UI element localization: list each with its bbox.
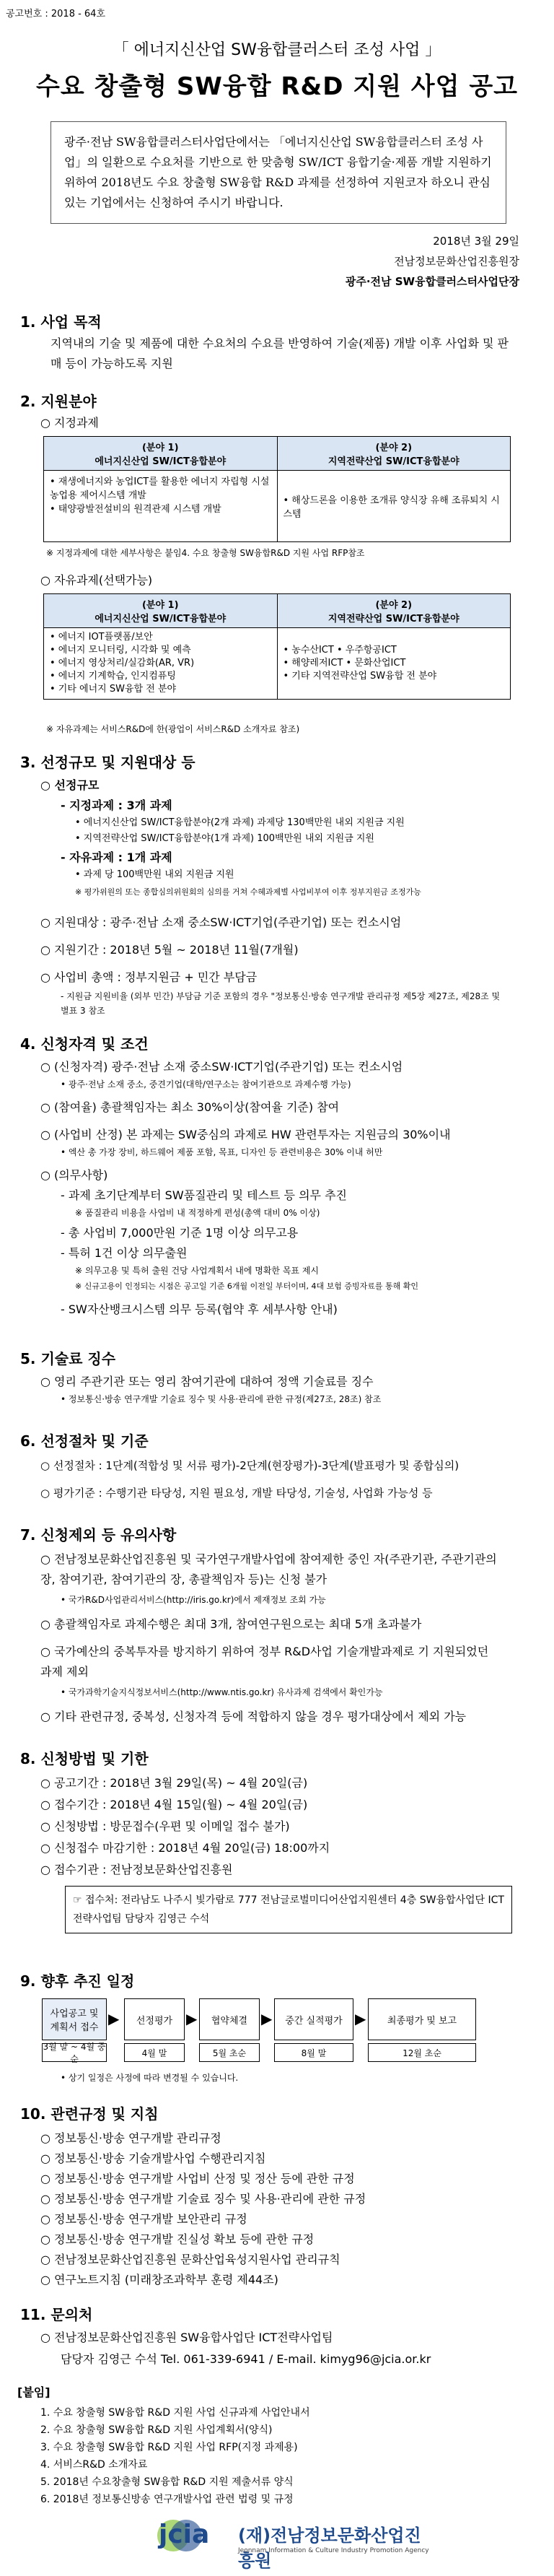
agency-logo — [130, 2504, 433, 2569]
free-cell-2: • 농수산ICT • 우주항공ICT • 해양레저ICT • 문화산업ICT • 기타 지역전략산업 SW융합 전 분야 — [277, 628, 511, 700]
schedule-time: 4월 말 — [124, 2043, 185, 2062]
schedule-step: 선정평가 — [124, 1998, 185, 2040]
schedule-time: 3월 말 ~ 4월 중순 — [43, 2042, 106, 2064]
schedule-time: 8월 말 — [274, 2043, 353, 2062]
schedule-step: 협약체결 — [199, 1998, 260, 2040]
section-8-title: 8. 신청방법 및 기한 — [20, 1750, 149, 1767]
fixed-note: ※ 지정과제에 대한 세부사항은 붙임4. 수요 창출형 SW융합R&D 지원 사업 RFP참조 — [46, 548, 365, 558]
obligation-note-2: ※ 신규고용이 인정되는 시점은 공고일 기준 6개월 이전일 부터이며, 4대 보험 증빙자료를 통해 확인 — [75, 1282, 418, 1291]
free-budget: • 과제 당 100백만원 내외 지원금 지원 — [75, 869, 234, 880]
fixed-header-1: (분야 1) 에너지신산업 SW/ICT융합분야 — [44, 437, 278, 471]
exclusion-1: ○ 전남정보문화산업진흥원 및 국가연구개발사업에 참여제한 중인 자(주관기관, 주관기관의 장, 참여기관, 참여기관의 장, 총괄책임자 등)는 신청 불가 — [40, 1552, 497, 1586]
regulation-item: ○ 정보통신·방송 기술개발사업 수행관리지침 — [40, 2151, 266, 2165]
section-7-title: 7. 신청제외 등 유의사항 — [20, 1526, 177, 1544]
section-6-title: 6. 선정절차 및 기준 — [20, 1432, 149, 1450]
arrow-right-icon: ▶ — [186, 2010, 198, 2027]
schedule-step: 사업공고 및 계획서 접수 — [42, 1998, 107, 2040]
intro-text: 광주·전남 SW융합클러스터사업단에서는 「에너지신산업 SW융합클러스터 조성 사업」의 일환으로 수요처를 기반으로 한 맞춤형 SW/ICT 융합기술·제품 개발 지원하기 위하여 2018년도 수요 창출형 SW융합 R&D 과제를 선정하여 지원코자 하오니 관심 있는 기업에서는 신청하여 주시기 바랍니다. — [64, 135, 492, 209]
schedule-note: • 상기 일정은 사정에 따라 변경될 수 있습니다. — [61, 2073, 239, 2083]
attachment-item: 3. 수요 창출형 SW융합 R&D 지원 사업 RFP(지정 과제용) — [40, 2442, 298, 2453]
budget-note: ※ 평가위원의 또는 종합심의위원회의 심의를 거쳐 수혜과제별 사업비부여 이후 정부지원금 조정가능 — [75, 887, 421, 897]
deadline: ○ 신청접수 마감기한 : 2018년 4월 20일(금) 18:00까지 — [40, 1841, 330, 1855]
regulation-item: ○ 전남정보문화산업진흥원 문화산업육성지원사업 관리규칙 — [40, 2253, 340, 2266]
fixed-cell-2: • 해상드론을 이용한 조개류 양식장 유해 조류퇴치 시스템 — [277, 471, 511, 542]
attachment-item: 2. 수요 창출형 SW융합 R&D 지원 사업계획서(양식) — [40, 2424, 273, 2436]
selection-process: ○ 선정절차 : 1단계(적합성 및 서류 평가)-2단계(현장평가)-3단계(발표평가 및 종합심의) — [40, 1459, 460, 1472]
obligations: ○ (의무사항) — [40, 1168, 108, 1182]
section-1-body: 지역내의 기술 및 제품에 대한 수요처의 수요를 반영하여 기술(제품) 개발 이후 사업화 및 판매 등이 가능하도록 지원 — [50, 336, 509, 370]
section-11-title: 11. 문의처 — [20, 2306, 93, 2323]
section-5-title: 5. 기술료 징수 — [20, 1350, 116, 1367]
regulation-item: ○ 정보통신·방송 연구개발 보안관리 규정 — [40, 2212, 247, 2226]
issuer-2: 광주·전남 SW융합클러스터사업단장 — [345, 275, 519, 288]
logo-eng: Jeonnam Information & Culture Industry Promotion Agency — [238, 2547, 429, 2554]
address-text: ☞ 접수처: 전라남도 나주시 빛가람로 777 전남글로벌미디어산업지원센터 4층 SW융합사업단 ICT전략사업팀 담당자 김영근 수석 — [73, 1894, 504, 1925]
royalty-note: • 정보통신·방송 연구개발 기술료 징수 및 사용·관리에 관한 규정(제27조, 28조) 참조 — [61, 1394, 382, 1404]
intro-box — [50, 121, 506, 224]
receiving-org: ○ 접수기관 : 전남정보문화산업진흥원 — [40, 1863, 233, 1876]
obligation-patent: - 특허 1건 이상 의무출원 — [61, 1246, 188, 1260]
eligibility: ○ (신청자격) 광주·전남 소재 중소SW·ICT기업(주관기업) 또는 컨소시엄 — [40, 1060, 403, 1074]
fixed-count: - 지정과제 : 3개 과제 — [61, 799, 172, 812]
regulation-item: ○ 정보통신·방송 연구개발 진실성 확보 등에 관한 규정 — [40, 2232, 315, 2246]
fixed-header-2: (분야 2) 지역전략산업 SW/ICT융합분야 — [277, 437, 511, 471]
royalty: ○ 영리 주관기관 또는 영리 참여기관에 대하여 정액 기술료를 징수 — [40, 1375, 374, 1388]
exclusion-3-note: • 국가과학기술지식정보서비스(http://www.ntis.go.kr) 유사과제 검색에서 확인가능 — [61, 1687, 383, 1697]
section-1-title: 1. 사업 목적 — [20, 313, 102, 331]
regulation-item: ○ 정보통신·방송 연구개발 기술료 징수 및 사용·관리에 관한 규정 — [40, 2192, 366, 2206]
address-box — [65, 1886, 512, 1933]
free-cell-1: • 에너지 IOT플랫폼/보안 • 에너지 모니터링, 시각화 및 예측 • 에너지 영상처리/실감화(AR, VR) • 에너지 기계학습, 인지컴퓨팅 • 기타 에너지 SW융합 전 분야 — [44, 628, 278, 700]
attachment-item: 1. 수요 창출형 SW융합 R&D 지원 사업 신규과제 사업안내서 — [40, 2407, 310, 2419]
obligation-note-1: ※ 의무고용 및 특허 출원 건당 사업계획서 내에 명확한 목표 제시 — [75, 1266, 320, 1276]
budget-rule: ○ (사업비 산정) 본 과제는 SW중심의 과제로 HW 관련투자는 지원금의 30%이내 — [40, 1128, 451, 1141]
issuer-1: 전남정보문화산업진흥원장 — [394, 255, 519, 268]
notice-title: 수요 창출형 SW융합 R&D 지원 사업 공고 — [35, 72, 519, 101]
free-header-2: (분야 2) 지역전략산업 SW/ICT융합분야 — [277, 594, 511, 628]
arrow-right-icon: ▶ — [261, 2010, 273, 2027]
section-10-title: 10. 관련규정 및 지침 — [20, 2105, 159, 2123]
fixed-budget-1: • 에너지신산업 SW/ICT융합분야(2개 과제) 과제당 130백만원 내외 지원금 지원 — [75, 817, 405, 828]
period: ○ 지원기간 : 2018년 5월 ~ 2018년 11월(7개월) — [40, 943, 299, 957]
receipt-period: ○ 접수기간 : 2018년 4월 15일(월) ~ 4월 20일(금) — [40, 1798, 308, 1811]
issuer-block — [346, 231, 519, 292]
obligation-hire: - 총 사업비 7,000만원 기준 1명 이상 의무고용 — [61, 1226, 299, 1240]
regulation-item: ○ 정보통신·방송 연구개발 관리규정 — [40, 2131, 221, 2145]
section-2-title: 2. 지원분야 — [20, 393, 97, 410]
section-9-title: 9. 향후 추진 일정 — [20, 1972, 135, 1990]
fixed-task-table — [43, 436, 511, 542]
fixed-budget-2: • 지역전략산업 SW/ICT융합분야(1개 과제) 100백만원 내외 지원금 지원 — [75, 833, 374, 844]
notice-period: ○ 공고기간 : 2018년 3월 29일(목) ~ 4월 20일(금) — [40, 1776, 308, 1790]
apply-method: ○ 신청방법 : 방문접수(우편 및 이메일 접수 불가) — [40, 1819, 290, 1833]
schedule-time: 12월 초순 — [368, 2043, 476, 2062]
contact-team: ○ 전남정보문화산업진흥원 SW융합사업단 ICT전략사업팀 — [40, 2331, 333, 2344]
obligation-swbank: - SW자산뱅크시스템 의무 등록(협약 후 세부사항 안내) — [61, 1302, 338, 1316]
attachment-item: 6. 2018년 정보통신방송 연구개발사업 관련 법령 및 규정 — [40, 2494, 294, 2505]
arrow-right-icon: ▶ — [108, 2010, 120, 2027]
cost-note: - 지원금 지원비율 (외부 민간) 부담금 기준 포함의 경우 "정보통신·방송 연구개발 관리규정 제5장 제27조, 제28조 및 별표 3 참조 — [61, 991, 501, 1016]
eligibility-note: • 광주·전남 소재 중소, 중견기업(대학/연구소는 참여기관으로 과제수행 가능) — [61, 1079, 351, 1089]
selection-criteria: ○ 평가기준 : 수행기관 타당성, 지원 필요성, 개발 타당성, 기술성, 사업화 가능성 등 — [40, 1487, 433, 1500]
participation: ○ (참여율) 총괄책임자는 최소 30%이상(참여율 기준) 참여 — [40, 1100, 340, 1114]
section-4-title: 4. 신청자격 및 조건 — [20, 1035, 149, 1053]
attachments-title: [붙임] — [17, 2385, 50, 2399]
logo-name: (재)전남정보문화산업진흥원 — [238, 2525, 421, 2571]
exclusion-3: ○ 국가예산의 중복투자를 방지하기 위하여 정부 R&D사업 기술개발과제로 기 지원되었던 과제 제외 — [40, 1645, 489, 1679]
schedule-step: 최종평가 및 보고 — [368, 1998, 476, 2040]
contact-person: 담당자 김영근 수석 Tel. 061-339-6941 / E-mail. kimyg96@jcia.or.kr — [61, 2352, 431, 2366]
exclusion-1-note: • 국가R&D사업관리서비스(http://iris.go.kr)에서 제재정보 조회 가능 — [61, 1595, 326, 1605]
free-note: ※ 자유과제는 서비스R&D에 한(광업이 서비스R&D 소개자료 참조) — [46, 724, 300, 734]
target: ○ 지원대상 : 광주·전남 소재 중소SW·ICT기업(주관기업) 또는 컨소시엄 — [40, 915, 402, 929]
obligation-quality: - 과제 초기단계부터 SW품질관리 및 테스트 등 의무 추진 — [61, 1188, 348, 1202]
regulation-item: ○ 정보통신·방송 연구개발 사업비 산정 및 정산 등에 관한 규정 — [40, 2172, 355, 2185]
arrow-right-icon: ▶ — [355, 2010, 366, 2027]
scale-label: ○ 선정규모 — [40, 778, 100, 792]
schedule-time: 5월 초순 — [199, 2043, 260, 2062]
attachment-item: 4. 서비스R&D 소개자료 — [40, 2459, 148, 2471]
fixed-cell-1: • 재생에너지와 농업ICT를 활용한 에너지 자립형 시설농업용 제어시스템 개발 • 태양광발전설비의 원격관제 시스템 개발 — [44, 471, 278, 542]
schedule-step: 중간 실적평가 — [274, 1998, 353, 2040]
document-number: 공고번호 : 2018 - 64호 — [6, 9, 106, 19]
exclusion-2: ○ 총괄책임자로 과제수행은 최대 3개, 참여연구원으로는 최대 5개 초과불가 — [40, 1617, 422, 1631]
free-header-1: (분야 1) 에너지신산업 SW/ICT융합분야 — [44, 594, 278, 628]
section-3-title: 3. 선정규모 및 지원대상 등 — [20, 754, 195, 771]
exclusion-4: ○ 기타 관련규정, 중복성, 신청자격 등에 적합하지 않을 경우 평가대상에서 제외 가능 — [40, 1710, 467, 1723]
issue-date: 2018년 3월 29일 — [433, 235, 519, 248]
regulation-item: ○ 연구노트지침 (미래창조과학부 훈령 제44조) — [40, 2273, 278, 2286]
attachment-item: 5. 2018년 수요창출형 SW융합 R&D 지원 제출서류 양식 — [40, 2476, 294, 2488]
project-title: 「 에너지신산업 SW융합클러스터 조성 사업 」 — [113, 41, 441, 59]
budget-rule-note: • 엑산 총 가장 장비, 하드웨어 제품 포함, 목표, 디자인 등 관련비용은 30% 이내 허만 — [61, 1147, 383, 1157]
obligation-quality-note: ※ 품질관리 비용을 사업비 내 적정하게 편성(총액 대비 0% 이상) — [75, 1208, 320, 1218]
free-task-table — [43, 593, 511, 700]
free-task-label: ○ 자유과제(선택가능) — [40, 573, 153, 587]
fixed-task-label: ○ 지정과제 — [40, 416, 99, 430]
logo-mark: jcia — [159, 2520, 210, 2549]
cost-total: ○ 사업비 총액 : 정부지원금 + 민간 부담금 — [40, 970, 258, 984]
free-count: - 자유과제 : 1개 과제 — [61, 850, 172, 864]
